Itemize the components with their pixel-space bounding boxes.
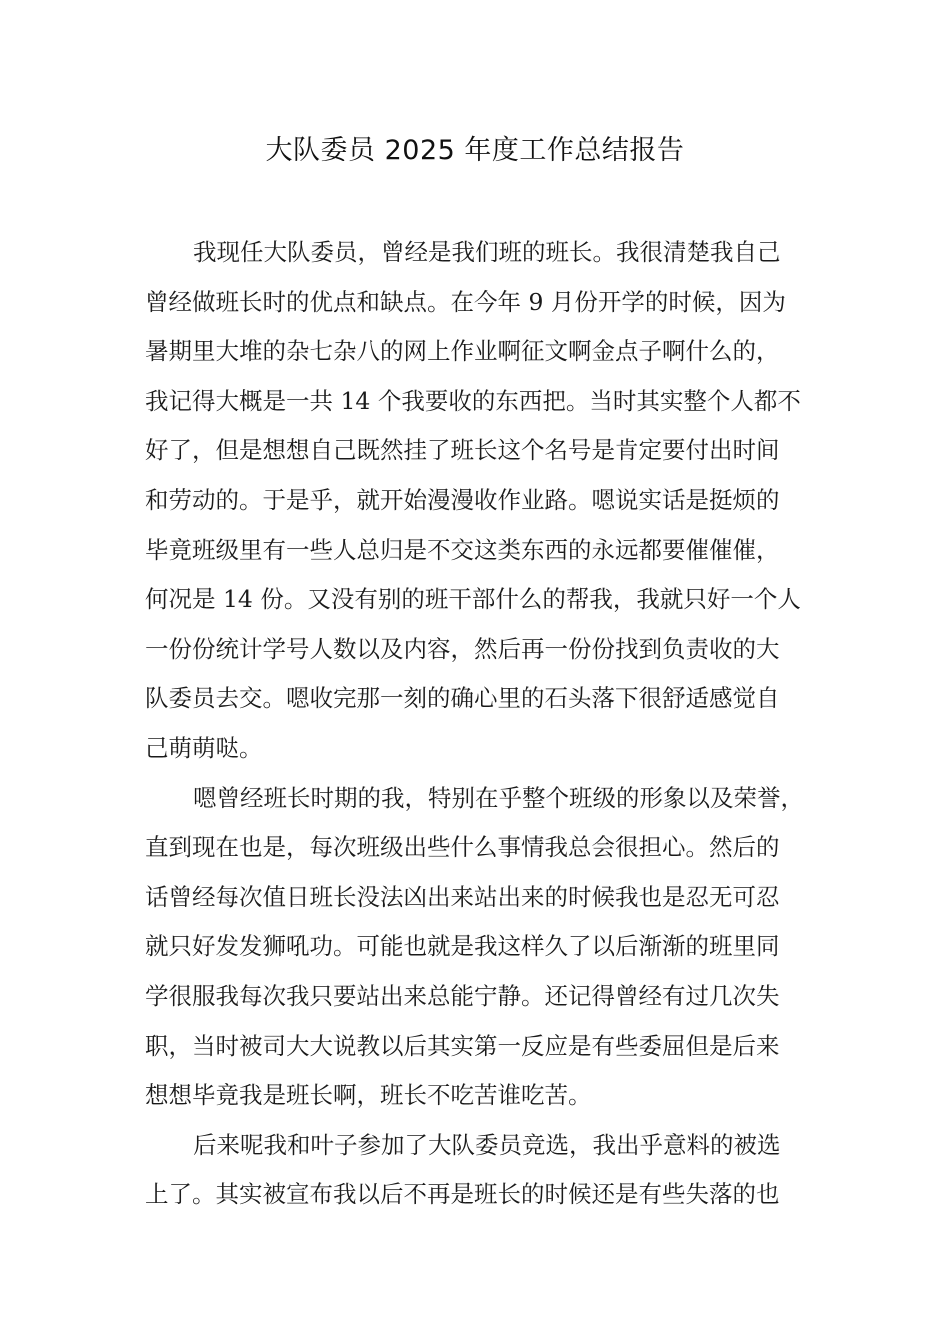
paragraph-1-line-6: 和劳动的。于是乎，就开始漫漫收作业路。嗯说实话是挺烦的	[145, 485, 780, 514]
paragraph-1-line-1: 我现任大队委员，曾经是我们班的班长。我很清楚我自己	[193, 238, 781, 266]
paragraph-2-line-6: 职，当时被司大大说教以后其实第一反应是有些委屈但是后来	[145, 1031, 780, 1060]
paragraph-2-line-4: 就只好发发狮吼功。可能也就是我这样久了以后渐渐的班里同	[145, 932, 780, 961]
paragraph-2-line-3: 话曾经每次值日班长没法凶出来站出来的时候我也是忍无可忍	[145, 882, 780, 911]
paragraph-1-line-3: 暑期里大堆的杂七杂八的网上作业啊征文啊金点子啊什么的，	[145, 337, 780, 366]
paragraph-2-line-7: 想想毕竟我是班长啊，班长不吃苦谁吃苦。	[145, 1081, 592, 1110]
paragraph-1-line-5: 好了，但是想想自己既然挂了班长这个名号是肯定要付出时间	[145, 436, 780, 465]
paragraph-1-line-11: 己萌萌哒。	[145, 733, 263, 762]
paragraph-1-line-7: 毕竟班级里有一些人总归是不交这类东西的永远都要催催催，	[145, 535, 780, 564]
paragraph-1-line-2: 曾经做班长时的优点和缺点。在今年 9 月份开学的时候，因为	[145, 287, 786, 316]
paragraph-2-line-1: 嗯曾经班长时期的我，特别在乎整个班级的形象以及荣誉，	[193, 783, 804, 812]
paragraph-2-line-5: 学很服我每次我只要站出来总能宁静。还记得曾经有过几次失	[145, 981, 780, 1010]
paragraph-1-line-9: 一份份统计学号人数以及内容，然后再一份份找到负责收的大	[145, 634, 780, 663]
paragraph-3-line-2: 上了。其实被宣布我以后不再是班长的时候还是有些失落的也	[145, 1180, 780, 1209]
paragraph-2-line-2: 直到现在也是，每次班级出些什么事情我总会很担心。然后的	[145, 833, 780, 862]
paragraph-3-line-1: 后来呢我和叶子参加了大队委员竞选，我出乎意料的被选	[193, 1130, 781, 1159]
paragraph-1-line-10: 队委员去交。嗯收完那一刻的确心里的石头落下很舒适感觉自	[145, 684, 780, 713]
document-body	[145, 228, 815, 1220]
paragraph-1-line-8: 何况是 14 份。又没有别的班干部什么的帮我，我就只好一个人	[145, 585, 801, 614]
paragraph-1-line-4: 我记得大概是一共 14 个我要收的东西把。当时其实整个人都不	[145, 386, 801, 415]
document-title: 大队委员 2025 年度工作总结报告	[265, 135, 685, 166]
